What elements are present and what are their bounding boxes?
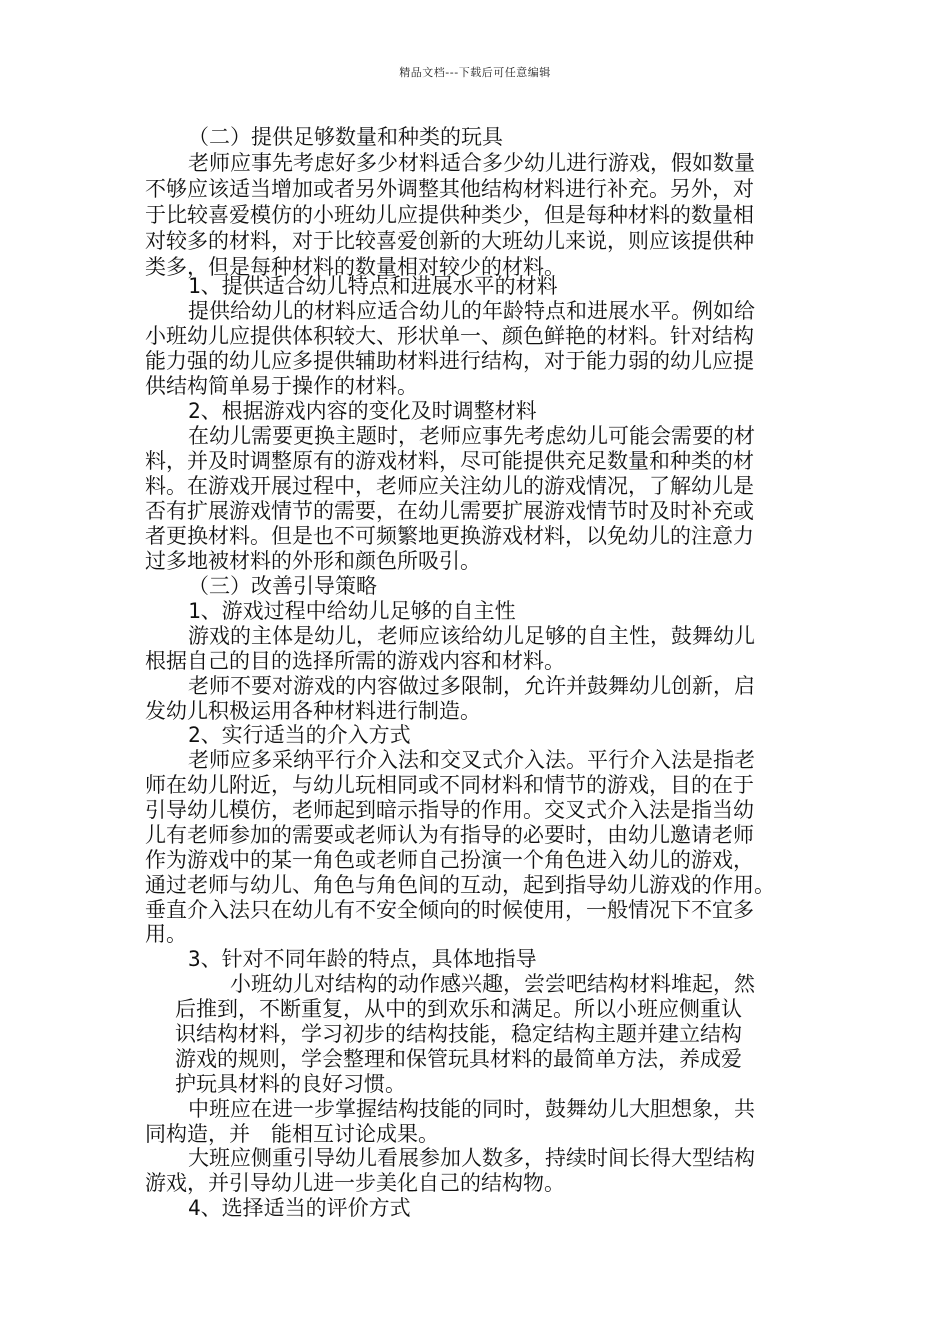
paragraph-line: 通过老师与幼儿、角色与角色间的互动，起到指导幼儿游戏的作用。 — [145, 873, 775, 897]
paragraph-line: 识结构材料，学习初步的结构技能，稳定结构主题并建立结构 — [175, 1022, 742, 1046]
paragraph-line: 者更换材料。但是也不可频繁地更换游戏材料，以免幼儿的注意力 — [145, 524, 754, 548]
paragraph-line: 小班幼儿应提供体积较大、形状单一、颜色鲜艳的材料。针对结构 — [145, 324, 754, 348]
paragraph-line: 游戏，并引导幼儿进一步美化自己的结构物。 — [145, 1171, 565, 1195]
paragraph-line: 能力强的幼儿应多提供辅助材料进行结构，对于能力弱的幼儿应提 — [145, 349, 754, 373]
paragraph-line: 不够应该适当增加或者另外调整其他结构材料进行补充。另外，对 — [145, 177, 754, 201]
paragraph-line: 老师应多采纳平行介入法和交叉式介入法。平行介入法是指老 — [188, 748, 755, 772]
paragraph-line: 作为游戏中的某一角色或老师自己扮演一个角色进入幼儿的游戏， — [145, 848, 754, 872]
paragraph-line: 发幼儿积极运用各种材料进行制造。 — [145, 699, 481, 723]
paragraph-line: 类多，但是每种材料的数量相对较少的材料。 — [145, 255, 565, 279]
paragraph-line: 老师应事先考虑好多少材料适合多少幼儿进行游戏，假如数量 — [188, 151, 755, 175]
subsection-heading: 2、实行适当的介入方式 — [188, 723, 411, 747]
paragraph-line: 用。 — [145, 922, 187, 946]
section-heading: （三）改善引导策略 — [188, 574, 377, 598]
paragraph-line: 提供给幼儿的材料应适合幼儿的年龄特点和进展水平。例如给 — [188, 299, 755, 323]
paragraph-line: 过多地被材料的外形和颜色所吸引。 — [145, 549, 481, 573]
paragraph-line: 料，并及时调整原有的游戏材料，尽可能提供充足数量和种类的材 — [145, 449, 754, 473]
paragraph-line: 于比较喜爱模仿的小班幼儿应提供种类少，但是每种材料的数量相 — [145, 203, 754, 227]
paragraph-line: 否有扩展游戏情节的需要，在幼儿需要扩展游戏情节时及时补充或 — [145, 499, 754, 523]
paragraph-line: 对较多的材料，对于比较喜爱创新的大班幼儿来说，则应该提供种 — [145, 229, 754, 253]
paragraph-line: 小班幼儿对结构的动作感兴趣，尝尝吧结构材料堆起，然 — [230, 972, 755, 996]
paragraph-line: 供结构简单易于操作的材料。 — [145, 374, 418, 398]
paragraph-line: 中班应在进一步掌握结构技能的同时，鼓舞幼儿大胆想象，共 — [188, 1097, 755, 1121]
paragraph-line: 游戏的主体是幼儿，老师应该给幼儿足够的自主性，鼓舞幼儿 — [188, 624, 755, 648]
paragraph-line: 护玩具材料的良好习惯。 — [175, 1072, 406, 1096]
paragraph-line: 师在幼儿附近，与幼儿玩相同或不同材料和情节的游戏，目的在于 — [145, 773, 754, 797]
subsection-heading: 1、游戏过程中给幼儿足够的自主性 — [188, 599, 516, 623]
paragraph-line: 游戏的规则，学会整理和保管玩具材料的最简单方法，养成爱 — [175, 1047, 742, 1071]
paragraph-line: 垂直介入法只在幼儿有不安全倾向的时候使用，一般情况下不宜多 — [145, 898, 754, 922]
paragraph-line: 料。在游戏开展过程中，老师应关注幼儿的游戏情况，了解幼儿是 — [145, 474, 754, 498]
paragraph-line: 儿有老师参加的需要或老师认为有指导的必要时，由幼儿邀请老师 — [145, 823, 754, 847]
page-header: 精品文档---下载后可任意编辑 — [399, 66, 551, 79]
subsection-heading: 3、针对不同年龄的特点，具体地指导 — [188, 947, 537, 971]
paragraph-line: 同构造，并 能相互讨论成果。 — [145, 1122, 439, 1146]
subsection-heading: 4、选择适当的评价方式 — [188, 1196, 411, 1220]
subsection-heading: 2、根据游戏内容的变化及时调整材料 — [188, 399, 537, 423]
paragraph-line: 后推到，不断重复，从中的到欢乐和满足。所以小班应侧重认 — [175, 997, 742, 1021]
paragraph-line: 老师不要对游戏的内容做过多限制，允许并鼓舞幼儿创新，启 — [188, 674, 755, 698]
subsection-heading: 1、提供适合幼儿特点和进展水平的材料 — [188, 274, 558, 298]
paragraph-line: 大班应侧重引导幼儿看展参加人数多，持续时间长得大型结构 — [188, 1146, 755, 1170]
section-heading: （二）提供足够数量和种类的玩具 — [188, 125, 503, 149]
paragraph-line: 在幼儿需要更换主题时，老师应事先考虑幼儿可能会需要的材 — [188, 424, 755, 448]
paragraph-line: 引导幼儿模仿，老师起到暗示指导的作用。交叉式介入法是指当幼 — [145, 798, 754, 822]
paragraph-line: 根据自己的目的选择所需的游戏内容和材料。 — [145, 649, 565, 673]
